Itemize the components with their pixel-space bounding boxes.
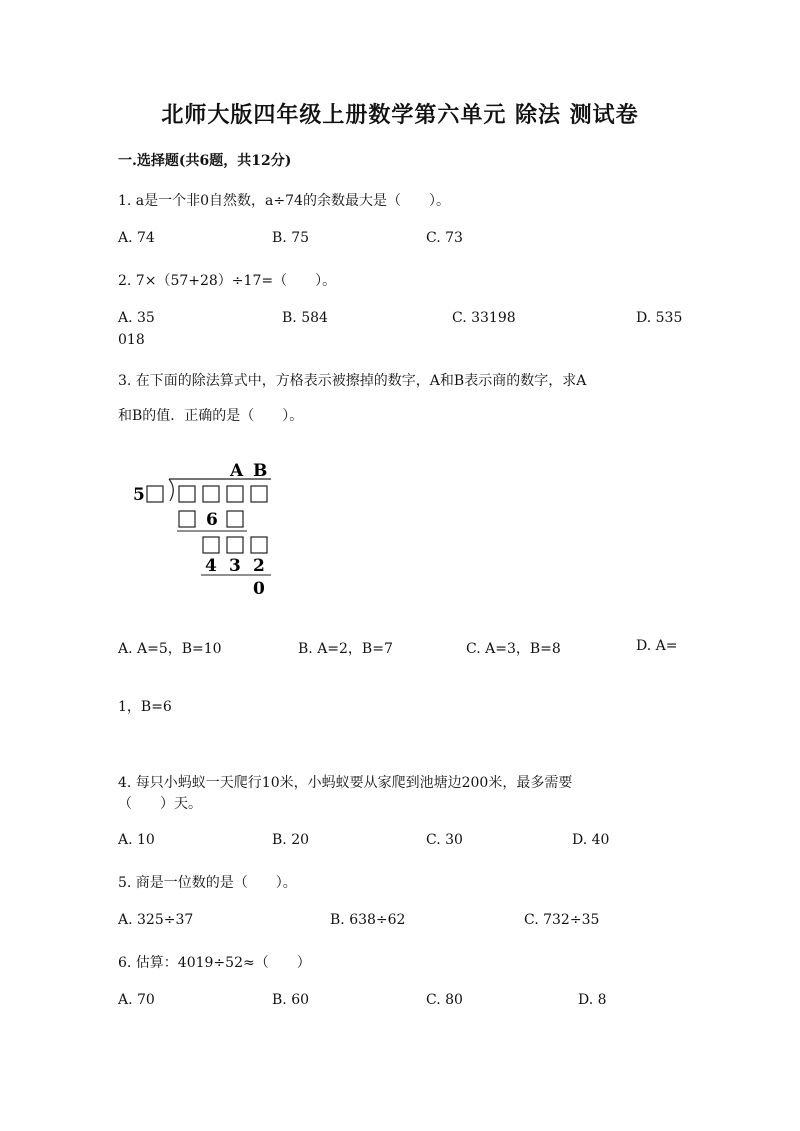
quotient-b: B — [253, 461, 268, 481]
question-1-stem: 1. a是一个非0自然数，a÷74的余数最大是（ ）。 — [118, 193, 450, 209]
page-title: 北师大版四年级上册数学第六单元 除法 测试卷 — [161, 102, 639, 128]
question-2-option-c: C. 33198 — [452, 310, 516, 326]
question-4-option-d: D. 40 — [572, 832, 610, 848]
question-2-option-a: A. 35 — [118, 310, 155, 326]
erased-box — [227, 511, 243, 527]
quotient-a: A — [230, 461, 244, 481]
question-2-option-d-wrap: 018 — [118, 332, 145, 348]
question-3-stem-line-2: 和B的值．正确的是（ ）。 — [118, 408, 304, 424]
erased-box — [179, 486, 195, 502]
question-5-option-b: B. 638÷62 — [330, 912, 406, 928]
product-digit: 2 — [253, 556, 265, 576]
question-2-option-d: D. 535 — [636, 310, 683, 326]
question-3-option-c: C. A=3，B=8 — [466, 641, 561, 657]
question-6-option-a: A. 70 — [118, 992, 155, 1008]
erased-box — [203, 537, 219, 553]
question-5-option-c: C. 732÷35 — [524, 912, 600, 928]
erased-box — [227, 537, 243, 553]
erased-box — [227, 486, 243, 502]
question-3-option-d-wrap: 1，B=6 — [118, 699, 172, 715]
erased-box — [203, 486, 219, 502]
question-4-option-c: C. 30 — [426, 832, 463, 848]
erased-box — [147, 486, 163, 502]
question-3-option-a: A. A=5，B=10 — [118, 641, 222, 657]
question-6-option-c: C. 80 — [426, 992, 463, 1008]
product-digit: 3 — [229, 556, 241, 576]
product-digit: 4 — [205, 556, 217, 576]
question-1-option-c: C. 73 — [426, 230, 463, 246]
question-2-option-b: B. 584 — [282, 310, 328, 326]
question-1-option-b: B. 75 — [272, 230, 310, 246]
remainder-digit: 0 — [253, 579, 265, 599]
question-4-option-b: B. 20 — [272, 832, 310, 848]
division-bracket — [169, 479, 173, 501]
question-3-option-d: D. A= — [636, 638, 678, 654]
erased-box — [251, 537, 267, 553]
long-division-figure — [125, 455, 285, 600]
question-5-stem: 5. 商是一位数的是（ ）。 — [118, 875, 297, 891]
divisor-digit: 5 — [133, 485, 145, 505]
question-6-stem: 6. 估算：4019÷52≈（ ） — [118, 955, 311, 971]
erased-box — [251, 486, 267, 502]
question-4-stem-line-1: 4. 每只小蚂蚁一天爬行10米，小蚂蚁要从家爬到池塘边200米，最多需要 — [118, 775, 573, 791]
question-4-option-a: A. 10 — [118, 832, 155, 848]
question-2-stem: 2. 7×（57+28）÷17=（ ）。 — [118, 273, 337, 289]
erased-box — [179, 511, 195, 527]
question-1-option-a: A. 74 — [118, 230, 155, 246]
section-heading: 一.选择题(共6题，共12分) — [118, 153, 292, 169]
question-3-option-b: B. A=2，B=7 — [298, 641, 393, 657]
middle-digit: 6 — [206, 510, 218, 530]
question-5-option-a: A. 325÷37 — [118, 912, 194, 928]
question-6-option-b: B. 60 — [272, 992, 310, 1008]
question-6-option-d: D. 8 — [578, 992, 607, 1008]
question-4-stem-line-2: （ ）天。 — [118, 796, 202, 812]
question-3-stem-line-1: 3. 在下面的除法算式中，方格表示被擦掉的数字，A和B表示商的数字，求A — [118, 373, 587, 389]
